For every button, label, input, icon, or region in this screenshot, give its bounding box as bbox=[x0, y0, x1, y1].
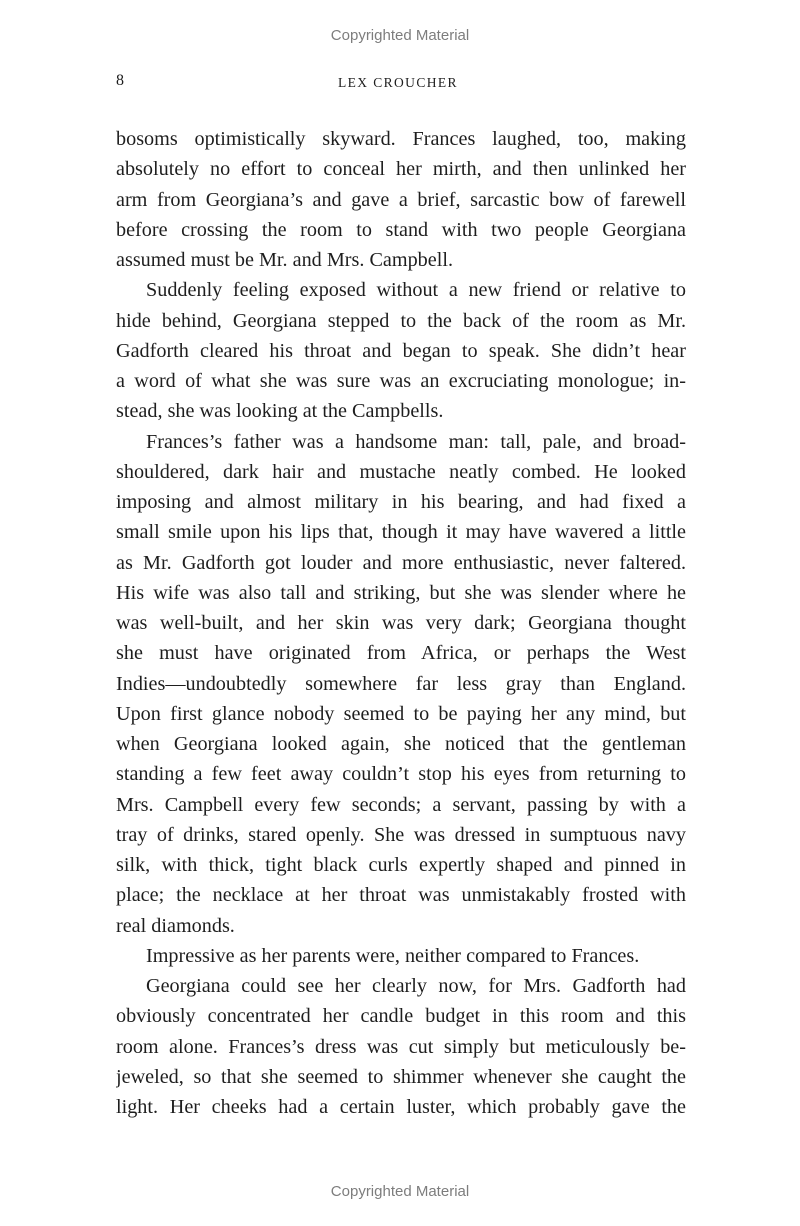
copyright-watermark-bottom: Copyrighted Material bbox=[330, 1183, 470, 1200]
text-line: His wife was also tall and striking, but she was slender where he bbox=[116, 581, 686, 604]
text-line: room alone. Frances’s dress was cut simply but meticulously be- bbox=[116, 1035, 686, 1058]
running-head-author: LEX CROUCHER bbox=[338, 75, 458, 90]
text-line: shouldered, dark hair and mustache neatly combed. He looked bbox=[116, 460, 686, 483]
page-header bbox=[116, 72, 686, 94]
text-line: she must have originated from Africa, or perhaps the West bbox=[116, 642, 686, 665]
page-number: 8 bbox=[116, 72, 124, 89]
text-line: Mrs. Campbell every few seconds; a servant, passing by with a bbox=[116, 793, 686, 816]
text-line: when Georgiana looked again, she noticed that the gentleman bbox=[116, 733, 686, 755]
text-line: Suddenly feeling exposed without a new friend or relative to bbox=[146, 279, 686, 302]
text-line: bosoms optimistically skyward. Frances laughed, too, making bbox=[116, 128, 686, 150]
text-line: a word of what she was sure was an excruciating monologue; in- bbox=[116, 370, 686, 392]
text-line: obviously concentrated her candle budget in this room and this bbox=[116, 1005, 686, 1028]
text-line: absolutely no effort to conceal her mirth, and then unlinked her bbox=[116, 158, 686, 181]
text-line: Impressive as her parents were, neither compared to Frances. bbox=[146, 944, 640, 967]
text-line: before crossing the room to stand with two people Georgiana bbox=[116, 218, 686, 241]
text-line: as Mr. Gadforth got louder and more enthusiastic, never faltered. bbox=[116, 551, 686, 574]
text-line: Georgiana could see her clearly now, for Mrs. Gadforth had bbox=[146, 975, 686, 997]
text-line: standing a few feet away couldn’t stop his eyes from returning to bbox=[116, 763, 686, 786]
text-line: hide behind, Georgiana stepped to the back of the room as Mr. bbox=[116, 309, 686, 332]
text-line: silk, with thick, tight black curls expertly shaped and pinned in bbox=[116, 854, 686, 876]
text-line: imposing and almost military in his bearing, and had fixed a bbox=[116, 491, 686, 513]
text-line: place; the necklace at her throat was unmistakably frosted with bbox=[116, 884, 686, 907]
body-text bbox=[116, 124, 686, 1122]
copyright-watermark-top: Copyrighted Material bbox=[330, 27, 470, 44]
text-line: light. Her cheeks had a certain luster, which probably gave the bbox=[116, 1096, 686, 1118]
text-line: assumed must be Mr. and Mrs. Campbell. bbox=[116, 249, 453, 271]
text-line: Indies—undoubtedly somewhere far less gray than England. bbox=[116, 672, 686, 695]
text-line: Upon first glance nobody seemed to be paying her any mind, but bbox=[116, 702, 686, 725]
text-line: small smile upon his lips that, though it may have wavered a little bbox=[116, 521, 686, 544]
text-line: Gadforth cleared his throat and began to speak. She didn’t hear bbox=[116, 339, 686, 362]
text-line: jeweled, so that she seemed to shimmer whenever she caught the bbox=[116, 1065, 686, 1088]
text-line: real diamonds. bbox=[116, 914, 235, 937]
text-line: stead, she was looking at the Campbells. bbox=[116, 400, 444, 423]
text-line: Frances’s father was a handsome man: tall, pale, and broad- bbox=[146, 430, 686, 453]
text-line: was well-built, and her skin was very dark; Georgiana thought bbox=[116, 612, 686, 634]
text-line: arm from Georgiana’s and gave a brief, sarcastic bow of farewell bbox=[116, 188, 686, 211]
text-line: tray of drinks, stared openly. She was dressed in sumptuous navy bbox=[116, 823, 686, 846]
